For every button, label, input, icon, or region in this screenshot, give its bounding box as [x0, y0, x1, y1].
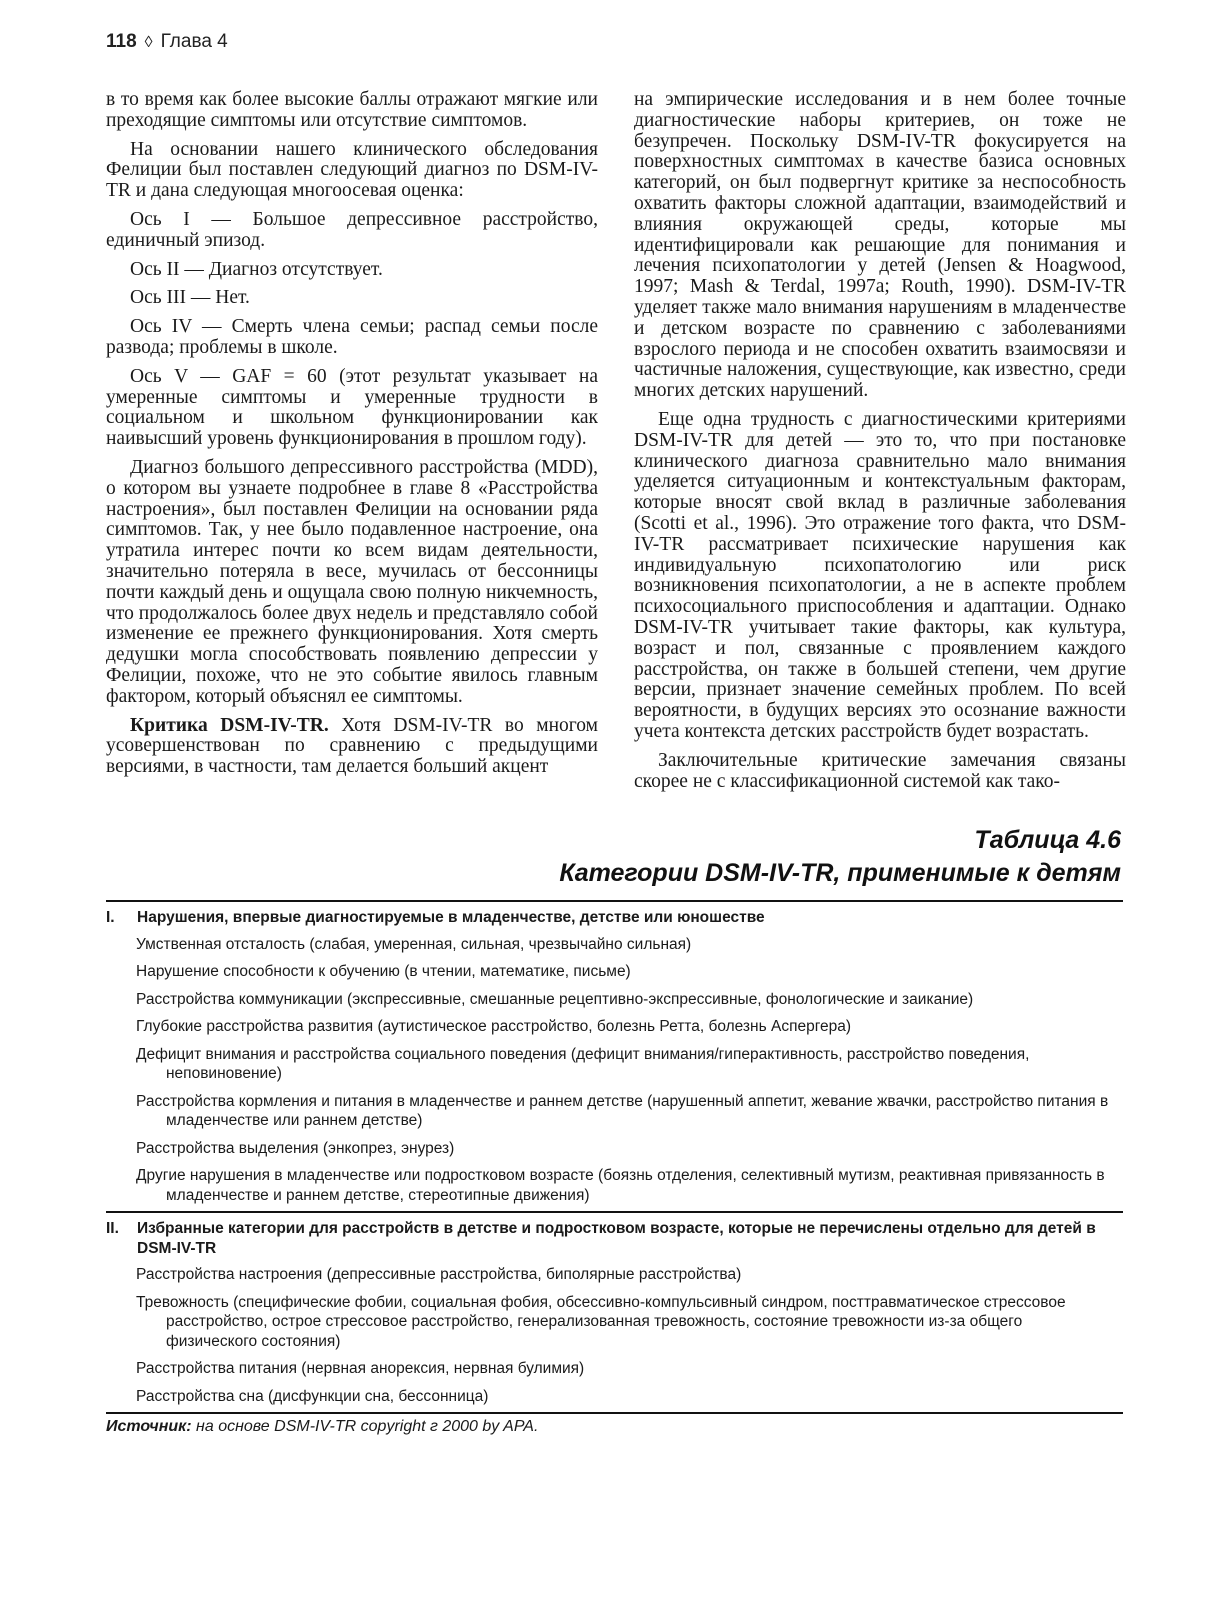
separator-glyph: ◊ — [144, 34, 153, 51]
section-number: II. — [106, 1220, 119, 1237]
right-column — [634, 90, 1126, 792]
categories-table — [106, 900, 1123, 1414]
section-heading — [106, 1219, 1123, 1258]
axis-5: Ось V — GAF = 60 (этот результат указывает на умеренные симптомы и умеренные трудности в социальном и школьном функционировании как наивысший уровень функционирования в прошлом году). — [106, 365, 598, 450]
table-item: Расстройства настроения (депрессивные расстройства, биполярные расстройства) — [136, 1266, 742, 1283]
paragraph-critique — [106, 716, 598, 778]
paragraph: На основании нашего клинического обследования Фелиции был поставлен следующий диагноз по DSM-IV-TR и дана следующая многоосевая оценка: — [106, 138, 598, 202]
table-item: Нарушение способности к обучению (в чтении, математике, письме) — [136, 963, 631, 980]
section-number: I. — [106, 909, 115, 926]
running-head — [106, 31, 228, 53]
table-title: Категории DSM-IV-TR, применимые к детям — [559, 859, 1121, 887]
chapter-label: Глава 4 — [160, 31, 228, 52]
table-item: Расстройства выделения (энкопрез, энурез) — [136, 1139, 455, 1157]
table-item: Расстройства кормления и питания в младенчестве и раннем детстве (нарушенный аппетит, жевание жвачки, расстройство питания в младенчестве или раннем детстве) — [136, 1092, 1109, 1129]
paragraph: в то время как более высокие баллы отражают мягкие или преходящие симптомы или отсутствие симптомов. — [106, 89, 598, 131]
table-section-1 — [106, 902, 1123, 1211]
table-number: Таблица 4.6 — [974, 826, 1121, 854]
table-item: Расстройства питания (нервная анорексия, нервная булимия) — [136, 1360, 585, 1377]
table-caption — [559, 824, 1121, 890]
table-item: Тревожность (специфические фобии, социальная фобия, обсессивно-компульсивный синдром, посттравматическое стрессовое расстройство, острое стрессовое расстройство, генерализованная тревожность, состояние тревожности из-за общего физического состояния) — [136, 1293, 1066, 1350]
axis-3: Ось III — Нет. — [130, 287, 250, 309]
table-item: Другие нарушения в младенчестве или подростковом возрасте (боязнь отделения, селективный мутизм, реактивная привязанность в младенчестве и раннем детстве, стереотипные движения) — [136, 1167, 1105, 1204]
page-number: 118 — [106, 31, 137, 52]
table-source — [106, 1418, 538, 1436]
paragraph-text: Хотя DSM-IV-TR во многом усовершенствован по сравнению с предыдущими версиями, в частности, там делается больший акцент — [106, 714, 598, 778]
table-section-2 — [106, 1211, 1123, 1412]
paragraph: Еще одна трудность с диагностическими критериями DSM-IV-TR для детей — это то, что при постановке клинического диагноза сравнительно мало внимания уделяется ситуационным и контекстуальным факторам, которые вносят свой вклад в различные заболевания (Scotti et al., 1996). Это отражение того факта, что DSM-IV-TR рассматривает психические нарушения как индивидуальную психопатологию или риск возникновения психопатологии, а не в аспекте проблем психосоциального приспособления и адаптации. Однако DSM-IV-TR учитывает такие факторы, как культура, возраст и пол, связанные с проявлением каждого расстройства, он также в большей степени, чем другие версии, признает значение семейных проблем. По всей вероятности, в будущих версиях это осознание важности учета контекста детских расстройств будет возрастать. — [634, 408, 1126, 742]
table-item: Глубокие расстройства развития (аутистическое расстройство, болезнь Ретта, болезнь Аспергера) — [136, 1018, 852, 1035]
paragraph: на эмпирические исследования и в нем более точные диагностические наборы критериев, он тоже не безупречен. Поскольку DSM-IV-TR фокусируется на поверхностных симптомах в качестве базиса основных категорий, он был подвергнут критике за неспособность охватить факторы сложной адаптации, взаимодействий и влияния окружающей среды, которые мы идентифицировали как решающие для понимания и лечения психопатологии у детей (Jensen & Hoagwood, 1997; Mash & Terdal, 1997a; Routh, 1990). DSM-IV-TR уделяет также мало внимания нарушениям в младенчестве и детском возрасте по сравнению с заболеваниями взрослого периода и не способен охватить взаимосвязи и частичные наложения, существующие, как известно, среди многих детских нарушений. — [634, 89, 1126, 402]
source-text: на основе DSM-IV-TR copyright г 2000 by APA. — [191, 1418, 539, 1435]
axis-1: Ось I — Большое депрессивное расстройство, единичный эпизод. — [106, 208, 598, 251]
run-in-heading: Критика DSM-IV-TR. — [130, 714, 329, 736]
axis-2: Ось II — Диагноз отсутствует. — [130, 258, 383, 280]
paragraph: Диагноз большого депрессивного расстройства (MDD), о котором вы узнаете подробнее в главе 8 «Расстройства настроения», был поставлен Фелиции на основании ряда симптомов. Так, у нее было подавленное настроение, она утратила интерес почти ко всем видам деятельности, значительно потеряла в весе, мучилась от бессонницы почти каждый день и ощущала свою полную никчемность, что продолжалось более двух недель и представляло собой изменение ее прежнего функционирования. Хотя смерть дедушки могла способствовать появлению депрессии у Фелиции, похоже, что не это событие явилось главным фактором, который объяснял ее симптомы. — [106, 456, 598, 707]
section-title: Избранные категории для расстройств в детстве и подростковом возрасте, которые не перечислены отдельно для детей в DSM-IV-TR — [137, 1220, 1096, 1257]
paragraph: Заключительные критические замечания связаны скорее не с классификационной системой как тако- — [634, 749, 1126, 792]
table-item: Дефицит внимания и расстройства социального поведения (дефицит внимания/гиперактивность, расстройство поведения, неповиновение) — [136, 1045, 1030, 1082]
table-item: Расстройства коммуникации (экспрессивные, смешанные рецептивно-экспрессивные, фонологические и заикание) — [136, 990, 974, 1008]
axis-4: Ось IV — Смерть члена семьи; распад семьи после развода; проблемы в школе. — [106, 316, 598, 358]
section-heading — [106, 908, 1123, 928]
table-item: Расстройства сна (дисфункции сна, бессонница) — [136, 1387, 489, 1405]
left-column — [106, 90, 598, 778]
source-label: Источник: — [106, 1418, 192, 1435]
table-item: Умственная отсталость (слабая, умеренная, сильная, чрезвычайно сильная) — [136, 935, 692, 953]
section-title: Нарушения, впервые диагностируемые в младенчестве, детстве или юношестве — [137, 909, 765, 926]
